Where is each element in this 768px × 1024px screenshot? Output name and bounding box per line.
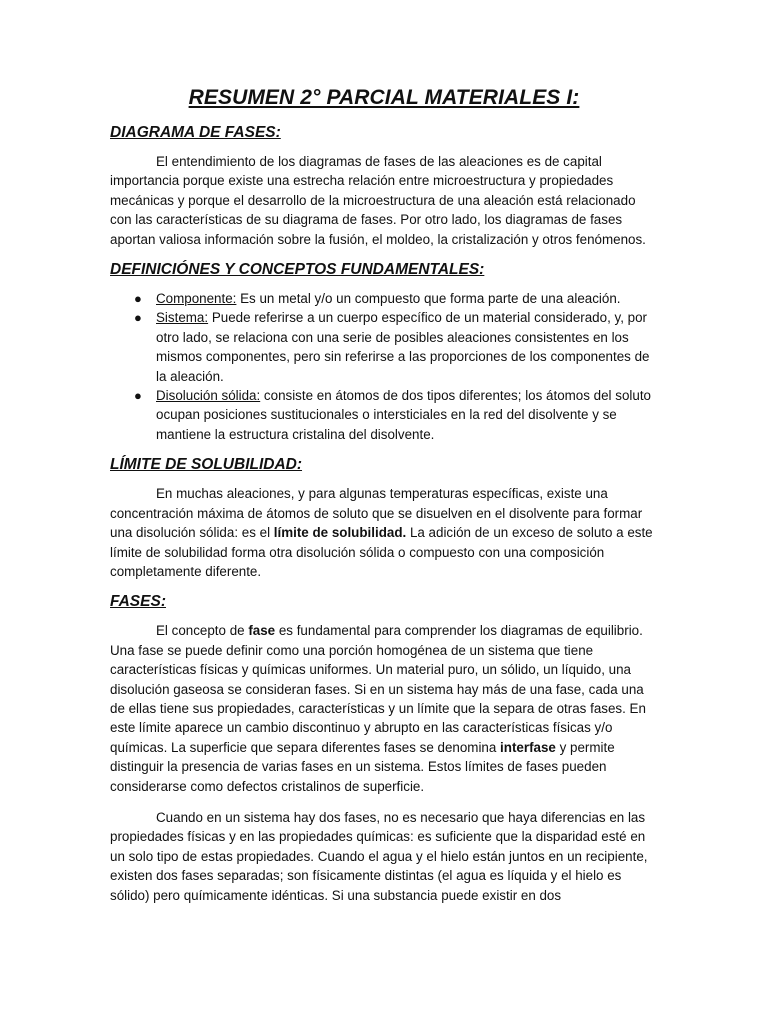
section-heading: LÍMITE DE SOLUBILIDAD:	[110, 456, 303, 474]
paragraph-text: El entendimiento de los diagramas de fases de las aleaciones es de capital importancia porque existe una estrecha relación entre microestructura y propiedades mecánicas y porque el desarrollo de la microestructura de una aleación está relacionado con las características de su diagrama de fases. Por otro lado, los diagramas de fases aportan valiosa información sobre la fusión, el moldeo, la cristalización y otros fenómenos.	[110, 154, 646, 247]
definitions-list	[110, 289, 658, 444]
section-heading: DIAGRAMA DE FASES:	[110, 124, 281, 141]
paragraph-text: es fundamental para comprender los diagramas de equilibrio. Una fase se puede definir como una porción homogénea de un sistema que tiene características físicas y químicas uniformes. Un material puro, un sólido, un líquido, una disolución gaseosa se consideran fases. Si en un sistema hay más de una fase, cada una de ellas tiene sus propiedades, características y un límite que la separa de otras fases. En este límite aparece un cambio discontinuo y abrupto en las características físicas y/o químicas. La superficie que separa diferentes fases se denomina	[110, 623, 646, 755]
bold-term: límite de solubilidad.	[273, 525, 407, 541]
definition-text: Puede referirse a un cuerpo específico de un material considerado, y, por otro lado, se relaciona con una serie de posibles aleaciones consistentes en los mismos componentes, pero sin referirse a las proporciones de los componentes de la aleación.	[156, 310, 650, 384]
paragraph	[110, 621, 658, 796]
section-fases	[110, 593, 658, 905]
list-item	[134, 308, 658, 386]
paragraph-text: y permite distinguir la presencia de varias fases en un sistema. Estos límites de fases pueden considerarse como defectos cristalinos de superficie.	[110, 739, 615, 794]
bullet-icon: ●	[134, 388, 142, 404]
bold-term: interfase	[500, 739, 556, 755]
term-label: Sistema:	[156, 310, 209, 326]
paragraph-text: En muchas aleaciones, y para algunas temperaturas específicas, existe una concentración máxima de átomos de soluto que se disuelven en el disolvente para formar una disolución sólida: es el	[110, 486, 643, 541]
paragraph-text: Cuando en un sistema hay dos fases, no es necesario que haya diferencias en las propiedades físicas y en las propiedades químicas: es suficiente que la disparidad esté en un solo tipo de estas propiedades. Cuando el agua y el hielo están juntos en un recipiente, existen dos fases separadas; son físicamente distintas (el agua es líquida y el hielo es sólido) pero químicamente idénticas. Si una substancia puede existir en dos	[110, 809, 648, 903]
bullet-icon: ●	[134, 310, 142, 326]
section-limite-de-solubilidad	[110, 456, 658, 581]
definition-text: Es un metal y/o un compuesto que forma parte de una aleación.	[236, 291, 621, 307]
section-heading: DEFINICIÓNES Y CONCEPTOS FUNDAMENTALES:	[110, 261, 485, 279]
definition-text: consiste en átomos de dos tipos diferentes; los átomos del soluto ocupan posiciones sustitucionales o intersticiales en la red del disolvente y se mantiene la estructura cristalina del disolvente.	[156, 388, 651, 442]
paragraph-text: El concepto de	[156, 623, 249, 639]
list-item	[134, 386, 658, 444]
term-label: Disolución sólida:	[156, 388, 261, 404]
bold-term: fase	[248, 623, 276, 639]
section-diagrama-de-fases	[110, 124, 658, 249]
paragraph	[110, 808, 658, 905]
term-label: Componente:	[156, 291, 237, 307]
paragraph	[110, 152, 658, 249]
list-item	[134, 289, 658, 308]
document-title: RESUMEN 2° PARCIAL MATERIALES I:	[188, 86, 580, 109]
bullet-icon: ●	[134, 291, 142, 307]
paragraph-text: La adición de un exceso de soluto a este límite de solubilidad forma otra disolución sólida o compuesto con una composición completamente diferente.	[110, 525, 653, 579]
paragraph	[110, 484, 658, 581]
section-heading: FASES:	[110, 593, 166, 611]
section-definiciones	[110, 261, 658, 444]
